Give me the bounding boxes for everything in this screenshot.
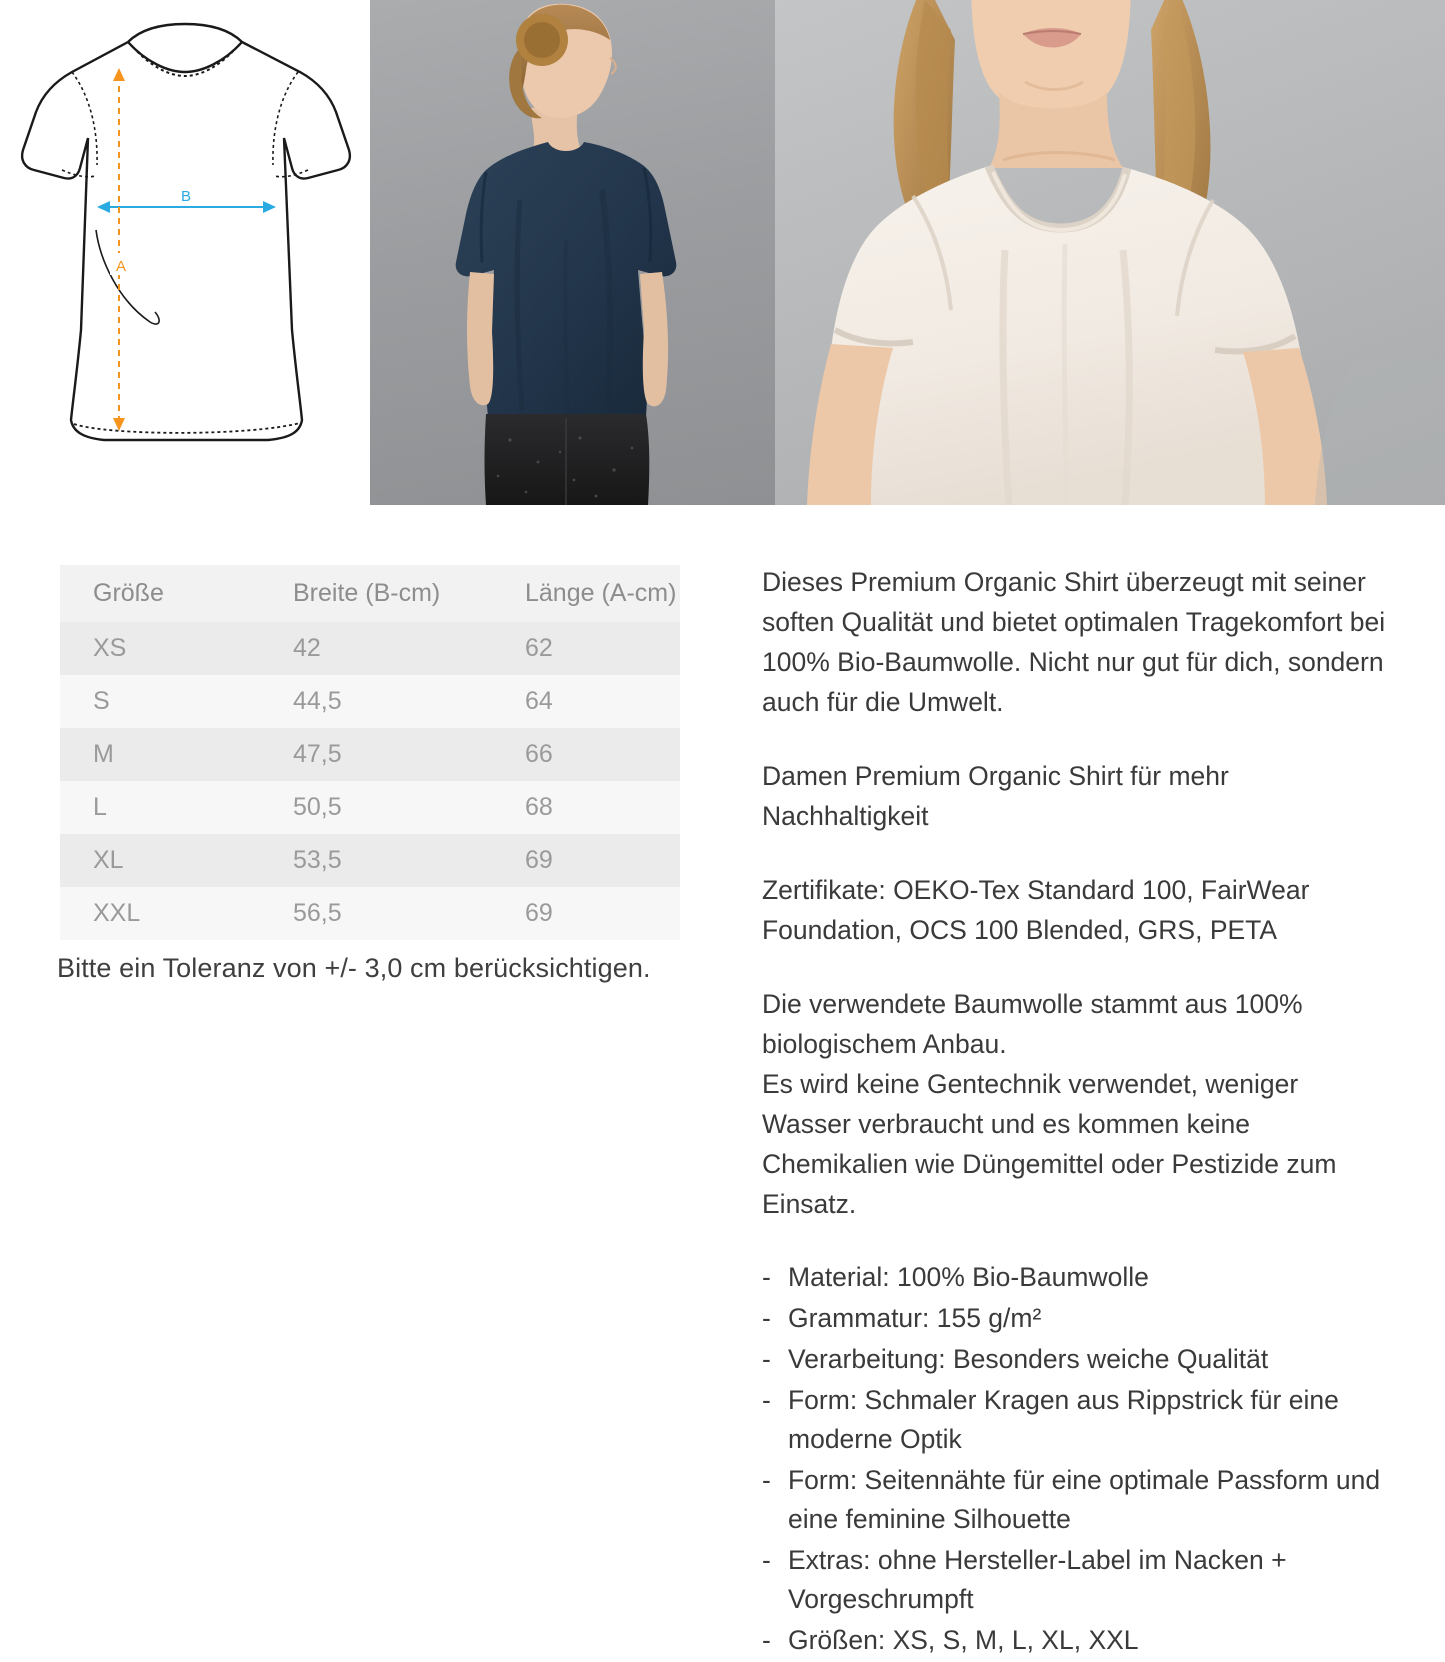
list-item [762, 1381, 1387, 1459]
description-column [762, 562, 1387, 1662]
list-item [762, 1541, 1387, 1619]
cell-size: L [60, 781, 260, 834]
table-row [60, 728, 680, 781]
dash-bullet: - [762, 1385, 771, 1415]
table-row [60, 781, 680, 834]
cell-size: XXL [60, 887, 260, 940]
table-row [60, 622, 680, 675]
size-table-header-row [60, 565, 680, 622]
cell-length: 66 [492, 728, 680, 781]
model-front-closeup-photo [775, 0, 1445, 505]
spec-text: Material: 100% Bio-Baumwolle [788, 1262, 1149, 1292]
table-row [60, 675, 680, 728]
spec-list [762, 1258, 1387, 1660]
cell-size: M [60, 728, 260, 781]
dash-bullet: - [762, 1625, 771, 1655]
technical-drawing-panel [0, 0, 370, 505]
cell-size: XL [60, 834, 260, 887]
cell-length: 69 [492, 887, 680, 940]
dash-bullet: - [762, 1545, 771, 1575]
dash-bullet: - [762, 1262, 771, 1292]
measure-label-width: B [180, 188, 192, 205]
list-item [762, 1299, 1387, 1338]
description-intro: Dieses Premium Organic Shirt überzeugt mit seiner soften Qualität und bietet optimalen Tragekomfort bei 100% Bio-Baumwolle. Nicht nur gut für dich, sondern auch für die Umwelt. [762, 567, 1386, 717]
dash-bullet: - [762, 1303, 771, 1333]
cell-size: XS [60, 622, 260, 675]
cell-size: S [60, 675, 260, 728]
model-back-view-photo [370, 0, 775, 505]
spec-text: Form: Schmaler Kragen aus Rippstrick für eine moderne Optik [788, 1385, 1339, 1454]
t-shirt-technical-drawing [0, 0, 370, 505]
size-table [60, 565, 680, 940]
spec-text: Größen: XS, S, M, L, XL, XXL [788, 1625, 1139, 1655]
cell-width: 56,5 [260, 887, 492, 940]
size-table-wrapper [60, 565, 680, 940]
list-item [762, 1258, 1387, 1297]
product-image-strip [0, 0, 1445, 505]
list-item [762, 1340, 1387, 1379]
cell-length: 64 [492, 675, 680, 728]
measure-label-length: A [115, 258, 127, 275]
cell-length: 62 [492, 622, 680, 675]
dash-bullet: - [762, 1344, 771, 1374]
list-item [762, 1461, 1387, 1539]
table-row [60, 834, 680, 887]
table-row [60, 887, 680, 940]
cell-width: 53,5 [260, 834, 492, 887]
spec-text: Verarbeitung: Besonders weiche Qualität [788, 1344, 1269, 1374]
cell-width: 42 [260, 622, 492, 675]
description-cotton-origin: Die verwendete Baumwolle stammt aus 100% biologischem Anbau. [762, 989, 1303, 1059]
description-cotton-details: Es wird keine Gentechnik verwendet, weniger Wasser verbraucht und es kommen keine Chemikalien wie Düngemittel oder Pestizide zum Einsatz. [762, 1069, 1337, 1219]
spec-text: Form: Seitennähte für eine optimale Passform und eine feminine Silhouette [788, 1465, 1381, 1534]
size-table-header-width: Breite (B-cm) [260, 565, 492, 622]
cell-length: 69 [492, 834, 680, 887]
description-certificates: Zertifikate: OEKO-Tex Standard 100, FairWear Foundation, OCS 100 Blended, GRS, PETA [762, 875, 1310, 945]
size-table-header-length: Länge (A-cm) [492, 565, 680, 622]
cell-width: 50,5 [260, 781, 492, 834]
cell-length: 68 [492, 781, 680, 834]
cell-width: 44,5 [260, 675, 492, 728]
tolerance-note: Bitte ein Toleranz von +/- 3,0 cm berücksichtigen. [57, 953, 651, 983]
list-item [762, 1621, 1387, 1660]
size-table-header-size: Größe [60, 565, 260, 622]
description-tagline: Damen Premium Organic Shirt für mehr Nachhaltigkeit [762, 761, 1229, 831]
spec-text: Extras: ohne Hersteller-Label im Nacken + Vorgeschrumpft [788, 1545, 1287, 1614]
dash-bullet: - [762, 1465, 771, 1495]
cell-width: 47,5 [260, 728, 492, 781]
spec-text: Grammatur: 155 g/m² [788, 1303, 1042, 1333]
